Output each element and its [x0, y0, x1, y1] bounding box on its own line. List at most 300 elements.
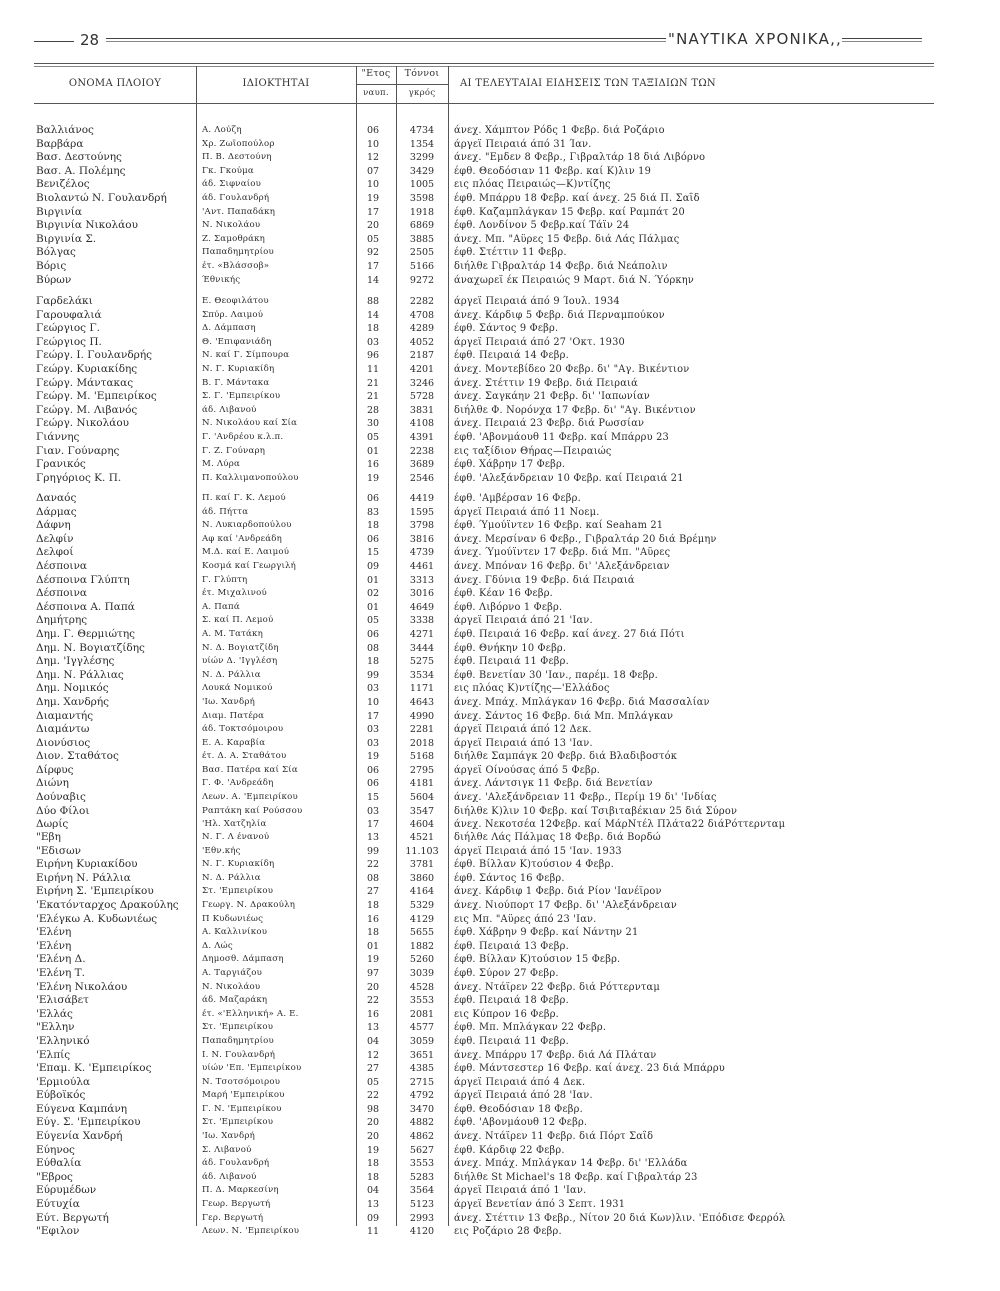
voyage-news: άνεχ. Πειραιά 23 Φεβρ. διά Ρωσσίαν	[454, 418, 645, 430]
build-year: 22	[366, 1090, 380, 1102]
build-year: 06	[366, 778, 380, 790]
build-year: 99	[366, 669, 380, 681]
build-year: 28	[366, 404, 380, 416]
gross-tons: 4052	[409, 336, 435, 348]
build-year: 20	[366, 220, 380, 232]
build-year: 14	[366, 274, 380, 286]
header-rule-left-short	[34, 41, 74, 42]
ship-owner: Γκ. Γκούμα	[202, 165, 254, 176]
ship-owner: Ν. Δ. Βογιατζίδη	[202, 642, 279, 653]
ship-group-epsilon	[0, 831, 1000, 1239]
table-row	[0, 696, 1000, 710]
table-row	[0, 872, 1000, 886]
table-row	[0, 1171, 1000, 1185]
table-row	[0, 151, 1000, 165]
table-row	[0, 260, 1000, 274]
gross-tons: 2018	[409, 737, 435, 749]
ship-owner: Ν. Δ. Ράλλια	[202, 669, 261, 680]
build-year: 15	[366, 792, 380, 804]
table-row	[0, 764, 1000, 778]
build-year: 16	[366, 913, 380, 925]
voyage-news: έφθ. Θεοδόσιαν 11 Φεβρ. καί Κ)λιν 19	[454, 165, 652, 177]
column-header-year-bottom: ναυπ.	[363, 88, 389, 98]
ship-owner: 'Αντ. Παπαδάκη	[202, 206, 276, 217]
gross-tons: 5329	[409, 899, 435, 911]
gross-tons: 3429	[409, 165, 435, 177]
ship-owner: Π. καί Γ. Κ. Λεμού	[202, 493, 286, 503]
build-year: 96	[366, 350, 380, 362]
build-year: 06	[366, 628, 380, 640]
gross-tons: 4708	[409, 309, 435, 321]
table-row	[0, 458, 1000, 472]
table-row	[0, 560, 1000, 574]
ship-name: 'Εκατόνταρχος Δρακούλης	[36, 898, 179, 911]
gross-tons: 4129	[409, 913, 435, 925]
ship-owner: Ε. Θεοφιλάτου	[202, 296, 269, 306]
column-header-tons-bottom: γκρός	[408, 88, 436, 98]
ship-owner: Λεων. Ν. 'Εμπειρίκου	[202, 1226, 300, 1237]
ship-owner: Γ. Ν. 'Εμπειρίκου	[202, 1103, 282, 1114]
table-row	[0, 1144, 1000, 1158]
voyage-news: άνεχ. "Εμδεν 8 Φεβρ., Γιβραλτάρ 18 διά Λιβόρνο	[454, 152, 706, 164]
build-year: 09	[366, 1212, 380, 1224]
table-row	[0, 1198, 1000, 1212]
voyage-news: έφθ. Πειραιά 14 Φεβρ.	[454, 350, 569, 362]
ship-name: Δέσποινα Γλύπτη	[36, 573, 130, 586]
header-rule-middle-2	[106, 41, 666, 42]
table-row	[0, 601, 1000, 615]
gross-tons: 5166	[409, 260, 435, 272]
voyage-news: έφθ. Μπ. Μπλάγκαν 22 Φεβρ.	[454, 1022, 607, 1034]
gross-tons: 1171	[409, 683, 435, 695]
gross-tons: 1595	[409, 506, 435, 518]
table-row	[0, 472, 1000, 486]
table-row	[0, 845, 1000, 859]
build-year: 18	[366, 1171, 380, 1183]
ship-owner: άδ. Σιφναίου	[202, 179, 262, 190]
ship-name: Διονύσιος	[36, 736, 91, 749]
build-year: 07	[366, 165, 380, 177]
build-year: 19	[366, 1144, 380, 1156]
ship-name: "Εδισων	[36, 844, 82, 857]
ship-owner: Π. Καλλιμανοπούλου	[202, 472, 299, 483]
voyage-news: άνεχ. Μπ. "Αϋρες 15 Φεβρ. διά Λάς Πάλμας	[454, 233, 680, 245]
ship-group-gamma	[0, 295, 1000, 485]
build-year: 19	[366, 192, 380, 204]
ship-name: Δέσποινα	[36, 559, 88, 572]
ship-name: Εύγενα Καμπάνη	[36, 1102, 127, 1115]
column-header-year-top: "Ετος	[361, 68, 391, 79]
table-row	[0, 587, 1000, 601]
table-row	[0, 1089, 1000, 1103]
voyage-news: άνεχ. Μοντεβίδεο 20 Φεβρ. δι' "Αγ. Βικέντιον	[454, 363, 690, 375]
build-year: 18	[366, 899, 380, 911]
column-header-tons-top: Τόννοι	[404, 68, 440, 79]
table-row	[0, 737, 1000, 751]
ship-owner: Ζ. Σαμοθράκη	[202, 233, 266, 244]
gross-tons: 2282	[409, 296, 435, 307]
voyage-news: έφθ. Λιβόρνο 1 Φεβρ.	[454, 601, 563, 613]
gross-tons: 2795	[409, 764, 435, 776]
table-row	[0, 1021, 1000, 1035]
ship-name: Γιάννης	[36, 430, 80, 443]
voyage-news: έφθ. Μπάρρυ 18 Φεβρ. καί άνεχ. 25 διά Π. Σαΐδ	[454, 192, 700, 204]
table-row	[0, 309, 1000, 323]
table-row	[0, 940, 1000, 954]
voyage-news: έφθ. Σύρον 27 Φεβρ.	[454, 967, 559, 979]
build-year: 06	[366, 493, 380, 504]
ship-owner: 'Ιω. Χανδρή	[202, 1131, 255, 1142]
voyage-news: έφθ. Ύμούϊντεν 16 Φεβρ. καί Seaham 21	[454, 520, 664, 532]
build-year: 18	[366, 323, 380, 335]
table-row	[0, 390, 1000, 404]
ship-owner: άδ. Λιβανού	[202, 404, 257, 415]
ship-name: Γεώργιος Γ.	[36, 322, 101, 335]
voyage-news: άνεχ. Σάντος 16 Φεβρ. διά Μπ. Μπλάγκαν	[454, 710, 674, 722]
ship-owner: Γεωργ. Ν. Δρακούλη	[202, 899, 296, 910]
year-ton-subheader-rule	[356, 84, 448, 85]
build-year: 03	[366, 336, 380, 348]
ship-group-delta	[0, 492, 1000, 832]
ship-name: Γεώργ. Κυριακίδης	[36, 362, 138, 375]
voyage-news: έφθ. 'Αβονμάουθ 11 Φεβρ. καί Μπάρρυ 23	[454, 431, 669, 443]
ship-owner: Ν. καί Γ. Σίμπουρα	[202, 350, 290, 361]
column-header-owners: ΙΔΙΟΚΤΗΤΑΙ	[242, 78, 310, 89]
build-year: 27	[366, 886, 380, 898]
gross-tons: 2505	[409, 247, 435, 259]
ship-name: Γεώργ. Μ. Λιβανός	[36, 403, 138, 416]
table-row	[0, 1184, 1000, 1198]
ship-owner: έτ. «Βλάσσοβ»	[202, 260, 270, 271]
ship-owner: υίών 'Επ. 'Εμπειρίκου	[202, 1063, 302, 1074]
table-row	[0, 178, 1000, 192]
voyage-news: άργεϊ Πειραιά άπό 13 'Ιαν.	[454, 737, 593, 749]
ship-name: Βαλλιάνος	[36, 124, 94, 136]
gross-tons: 5123	[409, 1199, 435, 1211]
table-row	[0, 655, 1000, 669]
voyage-news: άνεχ. Κάρδιφ 5 Φεβρ. διά Περναμπούκον	[454, 309, 665, 321]
ship-name: 'Ελένη Νικολάου	[36, 980, 128, 993]
voyage-news: έφθ. 'Αλεξάνδρειαν 10 Φεβρ. καί Πειραιά 21	[454, 472, 684, 484]
table-row	[0, 805, 1000, 819]
voyage-news: έφθ. 'Αμβέρσαν 16 Φεβρ.	[454, 493, 581, 504]
voyage-news: άργεϊ Πειραιά άπό 27 'Οκτ. 1930	[454, 336, 625, 348]
ship-owner: άδ. Πήττα	[202, 506, 249, 517]
ship-owner: Α. Ταργιάζου	[202, 967, 263, 978]
gross-tons: 3547	[409, 805, 435, 817]
ship-name: Εύτ. Βεργωτή	[36, 1211, 109, 1224]
ship-name: 'Ελέγκω Α. Κυδωνιέως	[36, 912, 158, 925]
build-year: 21	[366, 377, 380, 389]
voyage-news: άνεχ. Νιούπορτ 17 Φεβρ. δι' 'Αλεξάνδρειαν	[454, 899, 677, 911]
gross-tons: 2715	[409, 1076, 435, 1088]
ship-name: "Εφιλον	[36, 1225, 80, 1238]
ship-name: 'Ελλάς	[36, 1007, 73, 1020]
table-row	[0, 138, 1000, 152]
ship-name: Βιργινία Σ.	[36, 232, 97, 245]
ship-name: Δημ. Χανδρής	[36, 695, 109, 708]
table-row	[0, 750, 1000, 764]
voyage-news: άνεχ. Μπάχ. Μπλάγκαν 16 Φεβρ. διά Μασσαλίαν	[454, 696, 710, 708]
gross-tons: 4862	[409, 1131, 435, 1143]
gross-tons: 3299	[409, 152, 435, 164]
ship-owner: Μ. Λύρα	[202, 459, 240, 470]
build-year: 14	[366, 309, 380, 321]
ship-owner: Ι. Ν. Γουλανδρή	[202, 1049, 276, 1060]
ship-name: Δέσποινα Α. Παπά	[36, 600, 135, 613]
voyage-news: άργεϊ Πειραιά άπό 15 'Ιαν. 1933	[454, 845, 622, 857]
ship-group-beta	[0, 124, 1000, 287]
table-row	[0, 1157, 1000, 1171]
table-row	[0, 274, 1000, 288]
voyage-news: εις Μπ. "Αϋρες άπό 23 'Ιαν.	[454, 913, 597, 925]
table-row	[0, 1212, 1000, 1226]
build-year: 04	[366, 1185, 380, 1197]
table-row	[0, 1008, 1000, 1022]
ship-owner: 'Ιω. Χανδρή	[202, 696, 255, 707]
table-row	[0, 574, 1000, 588]
build-year: 21	[366, 391, 380, 403]
table-row	[0, 926, 1000, 940]
voyage-news: διήλθε Σαμπάγκ 20 Φεβρ. διά Βλαδιβοστόκ	[454, 751, 678, 763]
ship-owner: Ν. Νικολάου καί Σία	[202, 418, 298, 429]
voyage-news: διήλθε Λάς Πάλμας 18 Φεβρ. διά Βορδώ	[454, 832, 661, 843]
build-year: 06	[366, 533, 380, 545]
ship-owner: Α. Καλλινίκου	[202, 927, 268, 938]
ship-name: Δίρφυς	[36, 763, 74, 776]
gross-tons: 2993	[409, 1212, 435, 1224]
table-row	[0, 546, 1000, 560]
ship-name: Διαμαντής	[36, 709, 94, 722]
table-row	[0, 669, 1000, 683]
table-row	[0, 682, 1000, 696]
table-row	[0, 858, 1000, 872]
ship-name: Γεώργ. Νικολάου	[36, 417, 130, 430]
ship-owner: Π. Β. Δεστούνη	[202, 152, 272, 163]
voyage-news: άργεϊ Οίνούσας άπό 5 Φεβρ.	[454, 764, 601, 776]
gross-tons: 4181	[409, 778, 435, 790]
ship-name: Εύβοϊκός	[36, 1089, 86, 1102]
gross-tons: 4990	[409, 710, 435, 722]
page-number: 28	[80, 31, 100, 49]
gross-tons: 3816	[409, 533, 435, 545]
build-year: 27	[366, 1063, 380, 1075]
ship-name: Γαρουφαλιά	[36, 308, 102, 321]
table-row	[0, 377, 1000, 391]
build-year: 01	[366, 445, 380, 457]
gross-tons: 4734	[409, 125, 435, 136]
build-year: 05	[366, 233, 380, 245]
table-row	[0, 192, 1000, 206]
voyage-news: άνεχ. Μερσίναν 6 Φεβρ., Γιβραλτάρ 20 διά Βρέμην	[454, 533, 717, 545]
ship-name: Εύηνος	[36, 1143, 75, 1156]
ship-name: Γρανικός	[36, 458, 86, 471]
table-row	[0, 953, 1000, 967]
gross-tons: 4739	[409, 547, 435, 559]
voyage-news: διήλθε Γιβραλτάρ 14 Φεβρ. διά Νεάπολιν	[454, 260, 668, 272]
gross-tons: 11.103	[405, 845, 439, 857]
voyage-news: άργεϊ Βενετίαν άπό 3 Σεπτ. 1931	[454, 1199, 626, 1211]
build-year: 03	[366, 805, 380, 817]
table-row	[0, 336, 1000, 350]
table-row	[0, 124, 1000, 138]
build-year: 20	[366, 1117, 380, 1129]
voyage-news: έφθ. 'Αβονμάουθ 12 Φεβρ.	[454, 1117, 588, 1129]
build-year: 12	[366, 1049, 380, 1061]
gross-tons: 4419	[409, 493, 435, 504]
voyage-news: άργεϊ Πειραιά άπό 4 Δεκ.	[454, 1076, 586, 1088]
table-top-rule-2	[34, 66, 934, 67]
ship-name: Δούναβις	[36, 791, 86, 804]
gross-tons: 4649	[409, 601, 435, 613]
table-row	[0, 1116, 1000, 1130]
ship-name: Εύτυχία	[36, 1198, 80, 1211]
ship-name: Βασ. Α. Πολέμης	[36, 164, 126, 177]
ship-name: Δωρίς	[36, 818, 69, 831]
gross-tons: 4521	[409, 832, 435, 843]
voyage-news: έφθ. Κέαν 16 Φεβρ.	[454, 588, 553, 600]
build-year: 11	[366, 1226, 380, 1238]
ship-name: Ειρήνη Ν. Ράλλια	[36, 871, 131, 884]
voyage-news: έφθ. Κάρδιφ 22 Φεβρ.	[454, 1144, 565, 1156]
ship-owner: Διαμ. Πατέρα	[202, 710, 265, 721]
voyage-news: έφθ. Σάντος 16 Φεβρ.	[454, 872, 565, 884]
voyage-news: εις πλόας Κ)ντίζης—'Ελλάδος	[454, 683, 610, 695]
gross-tons: 1005	[409, 179, 435, 191]
build-year: 19	[366, 954, 380, 966]
ship-owner: Π. Δ. Μαρκεσίνη	[202, 1185, 279, 1196]
build-year: 17	[366, 206, 380, 218]
gross-tons: 4108	[409, 418, 435, 430]
table-row	[0, 899, 1000, 913]
ship-owner: Γερ. Βεργωτή	[202, 1212, 264, 1223]
table-row	[0, 492, 1000, 506]
ship-owner: Α. Λούζη	[202, 125, 242, 135]
ship-owner: Ν. Γ. Κυριακίδη	[202, 859, 275, 870]
build-year: 10	[366, 696, 380, 708]
build-year: 17	[366, 819, 380, 831]
build-year: 08	[366, 642, 380, 654]
voyage-news: διήλθε Κ)λιν 10 Φεβρ. καί Τσιβιταβέκιαν 25 διά Σύρον	[454, 805, 738, 817]
table-row	[0, 1076, 1000, 1090]
build-year: 17	[366, 710, 380, 722]
ship-owner: Ν. Γ. Λ ένανού	[202, 832, 270, 842]
ship-name: Γεώργ. Μάντακας	[36, 376, 134, 389]
voyage-news: άργεϊ Πειραιά άπό 21 'Ιαν.	[454, 615, 593, 627]
voyage-news: άνεχ. Μπάρρυ 17 Φεβρ. διά Λά Πλάταν	[454, 1049, 657, 1061]
gross-tons: 3860	[409, 872, 435, 884]
build-year: 04	[366, 1035, 380, 1047]
voyage-news: άνεχ. Γδύνια 19 Φεβρ. διά Πειραιά	[454, 574, 635, 586]
ship-name: Βιολαντώ Ν. Γουλανδρή	[36, 191, 167, 204]
build-year: 06	[366, 764, 380, 776]
ship-name: Διον. Σταθάτος	[36, 750, 119, 763]
voyage-news: άργεϊ Πειραιά άπό 28 'Ιαν.	[454, 1090, 593, 1102]
voyage-news: έφθ. Σάντος 9 Φεβρ.	[454, 323, 559, 335]
gross-tons: 4201	[409, 363, 435, 375]
table-row	[0, 445, 1000, 459]
table-row	[0, 1062, 1000, 1076]
table-row	[0, 642, 1000, 656]
voyage-news: έφθ. Χάβρην 17 Φεβρ.	[454, 459, 566, 471]
gross-tons: 3831	[409, 404, 435, 416]
voyage-news: διήλθε Φ. Νορόνχα 17 Φεβρ. δι' "Αγ. Βικέντιον	[454, 404, 696, 416]
table-row	[0, 246, 1000, 260]
gross-tons: 3039	[409, 967, 435, 979]
build-year: 16	[366, 459, 380, 471]
build-year: 10	[366, 179, 380, 191]
ship-owner: Παπαδημητρίου	[202, 1035, 274, 1046]
ship-owner: έτ. Μιχαλινού	[202, 588, 267, 599]
table-row	[0, 710, 1000, 724]
ship-owner: Αφ καί 'Ανδρεάδη	[202, 533, 283, 544]
voyage-news: άνεχ. 'Αλεξάνδρειαν 11 Φεβρ., Περίμ 19 δι' 'Ινδίας	[454, 792, 717, 804]
build-year: 13	[366, 1022, 380, 1034]
ship-owner: Παπαδημητρίου	[202, 247, 274, 258]
ship-name: 'Ελπίς	[36, 1048, 71, 1061]
voyage-news: έφθ. Πειραιά 13 Φεβρ.	[454, 940, 569, 952]
table-row	[0, 777, 1000, 791]
voyage-news: έφθ. Βίλλαν Κ)τούσιον 4 Φεβρ.	[454, 859, 614, 871]
gross-tons: 4391	[409, 431, 435, 443]
ship-owner: Μ.Δ. καί Ε. Λαιμού	[202, 547, 290, 558]
gross-tons: 4461	[409, 560, 435, 572]
ship-owner: Λουκά Νομικού	[202, 683, 273, 694]
gross-tons: 4385	[409, 1063, 435, 1075]
table-row	[0, 614, 1000, 628]
ship-name: Διαμάντω	[36, 723, 90, 736]
ship-owner: Δ. Λώς	[202, 940, 233, 951]
table-row	[0, 628, 1000, 642]
table-row	[0, 1049, 1000, 1063]
voyage-news: άργεϊ Πειραιά άπό 31 Ίαν.	[454, 138, 592, 150]
gross-tons: 4164	[409, 886, 435, 898]
ship-name: Διώνη	[36, 777, 69, 790]
ship-owner: 'Ηλ. Χατζηλία	[202, 819, 267, 830]
gross-tons: 4271	[409, 628, 435, 640]
voyage-news: άργεϊ Πειραιά άπό 12 Δεκ.	[454, 724, 592, 736]
table-row	[0, 295, 1000, 309]
ship-name: Βύρων	[36, 273, 72, 286]
table-row	[0, 404, 1000, 418]
ship-name: 'Ελένη Τ.	[36, 966, 85, 979]
build-year: 03	[366, 724, 380, 736]
ship-name: "Εβη	[36, 831, 61, 843]
gross-tons: 3246	[409, 377, 435, 389]
voyage-news: άνεχ. Λάντσιγκ 11 Φεβρ. διά Βενετίαν	[454, 778, 653, 790]
voyage-news: έφθ. Στέττιν 11 Φεβρ.	[454, 247, 567, 259]
gross-tons: 4792	[409, 1090, 435, 1102]
gross-tons: 4882	[409, 1117, 435, 1129]
build-year: 97	[366, 967, 380, 979]
gross-tons: 3885	[409, 233, 435, 245]
gross-tons: 4604	[409, 819, 435, 831]
ship-name: Βασ. Δεστούνης	[36, 151, 122, 164]
gross-tons: 4643	[409, 696, 435, 708]
build-year: 03	[366, 737, 380, 749]
voyage-news: έφθ. Πειραιά 11 Φεβρ.	[454, 1035, 569, 1047]
table-row	[0, 431, 1000, 445]
voyage-news: άνεχ. Σαγκάην 21 Φεβρ. δι' 'Ιαπωνίαν	[454, 391, 650, 403]
ship-name: Βόλγας	[36, 246, 76, 259]
voyage-news: άνεχ. Ντάϊρεν 22 Φεβρ. διά Ρόττερνταμ	[454, 981, 660, 993]
build-year: 30	[366, 418, 380, 430]
ship-owner: άδ. Τοκτσόμοιρου	[202, 724, 284, 735]
voyage-news: έφθ. Πειραιά 16 Φεβρ. καί άνεχ. 27 διά Πότι	[454, 628, 685, 640]
ship-name: Δημ. Ν. Βογιατζίδης	[36, 641, 145, 654]
ship-name: Δέσποινα	[36, 587, 88, 600]
build-year: 12	[366, 152, 380, 164]
